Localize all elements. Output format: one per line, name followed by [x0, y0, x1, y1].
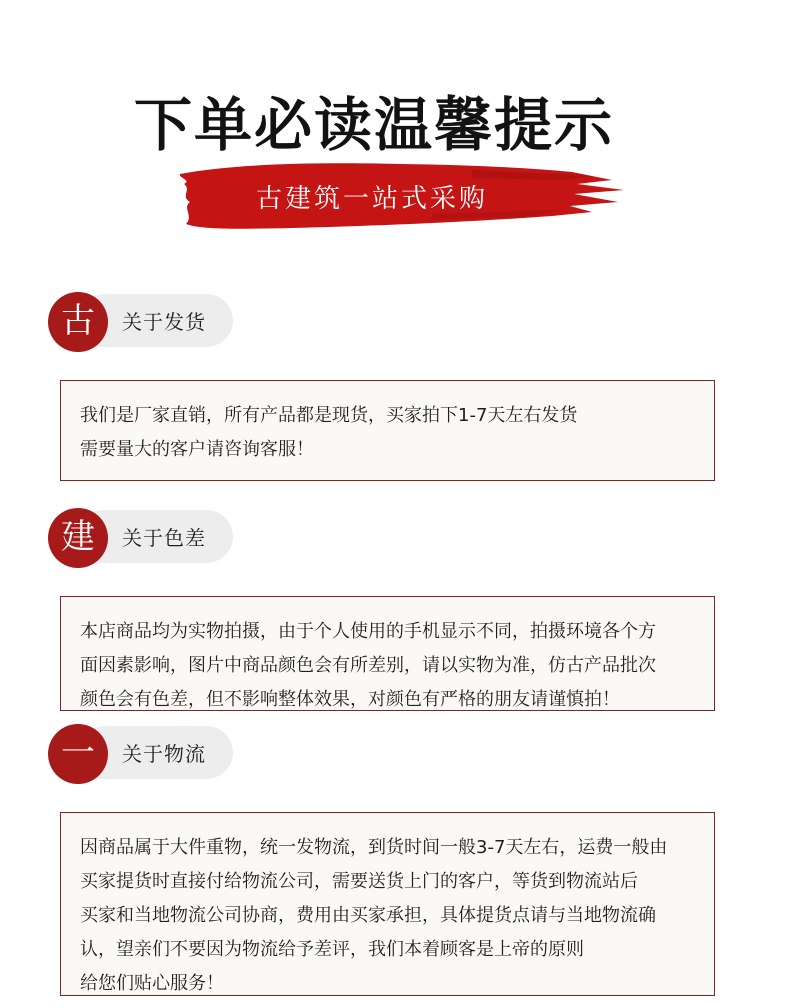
- section-title: 关于色差: [122, 526, 206, 550]
- page-title: 下单必读温馨提示: [133, 91, 614, 159]
- section-badge: 建: [48, 508, 108, 568]
- section-badge: 古: [48, 292, 108, 352]
- notice-line: 给您们贴心服务！: [80, 973, 224, 994]
- notice-line: 买家提货时直接付给物流公司，需要送货上门的客户，等货到物流站后: [80, 871, 638, 892]
- banner-text: 古建筑一站式采购: [255, 184, 488, 214]
- notice-line: 需要量大的客户请咨询客服！: [80, 439, 314, 460]
- section-title: 关于发货: [122, 310, 206, 334]
- notice-line: 本店商品均为实物拍摄，由于个人使用的手机显示不同，拍摄环境各个方: [80, 621, 656, 642]
- notice-line: 买家和当地物流公司协商，费用由买家承担，具体提货点请与当地物流确: [80, 905, 656, 926]
- logistics-notice-box: [60, 812, 715, 996]
- notice-line: 因商品属于大件重物，统一发物流，到货时间一般3-7天左右，运费一般由: [80, 837, 668, 858]
- section-header-shipping: [48, 292, 238, 352]
- notice-line: 认，望亲们不要因为物流给予差评，我们本着顾客是上帝的原则: [80, 939, 584, 960]
- color-difference-notice-box: [60, 596, 715, 711]
- shipping-notice-box: [60, 380, 715, 481]
- section-header-logistics: [48, 724, 238, 784]
- brush-banner: [172, 150, 632, 236]
- notice-line: 面因素影响，图片中商品颜色会有所差别，请以实物为准，仿古产品批次: [80, 655, 656, 676]
- notice-line: 我们是厂家直销，所有产品都是现货，买家拍下1-7天左右发货: [80, 405, 578, 426]
- section-badge: 一: [48, 724, 108, 784]
- notice-line: 颜色会有色差，但不影响整体效果，对颜色有严格的朋友请谨慎拍！: [80, 689, 620, 710]
- section-header-color-difference: [48, 508, 238, 568]
- section-title: 关于物流: [122, 742, 206, 766]
